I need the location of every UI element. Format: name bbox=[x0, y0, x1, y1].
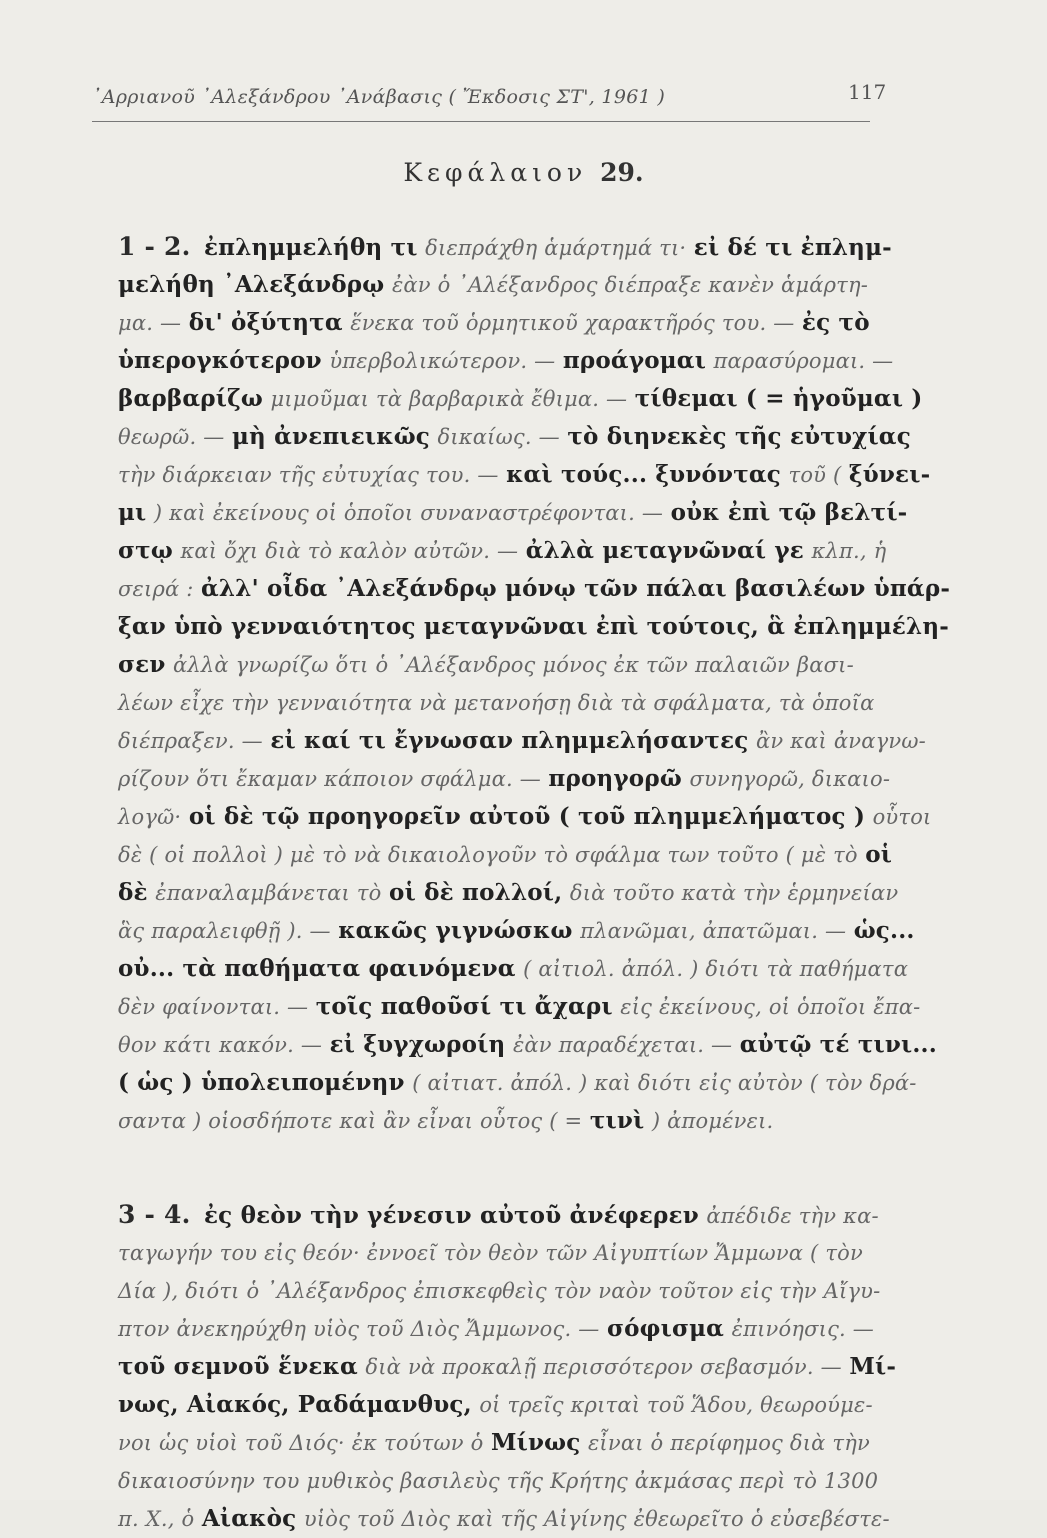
lemma: ἐπλημμελήθη τι bbox=[204, 234, 418, 261]
gloss: δὲν φαίνονται. — bbox=[118, 995, 309, 1019]
gloss: ἐπινόησις. — bbox=[731, 1317, 874, 1341]
lemma: προηγορῶ bbox=[548, 765, 682, 792]
lemma: προάγομαι bbox=[562, 347, 707, 374]
lemma: βαρβαρίζω bbox=[118, 385, 263, 412]
text-line bbox=[118, 456, 931, 494]
lemma: οἱ δὲ πολλοί, bbox=[389, 879, 563, 906]
text-line bbox=[118, 380, 923, 418]
page-number: 117 bbox=[848, 80, 887, 104]
lemma: ἐς τὸ bbox=[801, 309, 870, 336]
gloss: Δία ), διότι ὁ ᾿Αλέξανδρος ἐπισκεφθεὶς τὸν ναὸν τοῦτον εἰς τὴν Αἴγυ- bbox=[118, 1279, 881, 1303]
lemma: κακῶς γιγνώσκω bbox=[338, 917, 573, 944]
lemma: σόφισμα bbox=[606, 1315, 725, 1342]
commentary-text bbox=[118, 228, 951, 1538]
section-number: 1 - 2. bbox=[118, 232, 191, 261]
chapter-number: 29. bbox=[600, 158, 644, 187]
lemma: μελήθη ᾿Αλεξάνδρῳ bbox=[118, 271, 385, 298]
text-line bbox=[118, 1310, 918, 1348]
lemma: ἀλλὰ μεταγνῶναί γε bbox=[525, 537, 804, 564]
lemma: οἱ δὲ τῷ προηγορεῖν αὐτοῦ ( τοῦ πλημμελήματος ) bbox=[188, 803, 866, 830]
lemma: εἰ καί τι ἔγνωσαν πλημμελήσαντες bbox=[270, 727, 749, 754]
lemma: σεν bbox=[118, 651, 166, 678]
lemma: μι bbox=[118, 499, 147, 526]
gloss: εἶναι ὁ περίφημος διὰ τὴν bbox=[587, 1431, 870, 1455]
gloss: παρασύρομαι. — bbox=[713, 349, 894, 373]
lemma: καὶ τούς... ξυνόντας bbox=[506, 461, 781, 488]
text-line bbox=[118, 608, 950, 646]
text-line bbox=[118, 1196, 918, 1234]
gloss: ἃς παραλειφθῇ ). — bbox=[118, 919, 331, 943]
gloss: ἐὰν ὁ ᾿Αλέξανδρος διέπραξε κανὲν ἁμάρτη- bbox=[391, 273, 869, 297]
text-line bbox=[118, 266, 918, 304]
gloss: διὰ νὰ προκαλῇ περισσότερον σεβασμόν. — bbox=[365, 1355, 842, 1379]
gloss: ἐπαναλαμβάνεται τὸ bbox=[155, 881, 382, 905]
gloss: ρίζουν ὅτι ἔκαμαν κάποιον σφάλμα. — bbox=[118, 767, 541, 791]
gloss: ( αἰτιατ. ἀπόλ. ) καὶ διότι εἰς αὐτὸν ( τὸν δρά- bbox=[412, 1071, 917, 1095]
text-line bbox=[118, 1348, 918, 1386]
gloss: θον κάτι κακόν. — bbox=[118, 1033, 323, 1057]
text-line bbox=[118, 1386, 918, 1424]
lemma: Μίνως bbox=[490, 1429, 581, 1456]
gloss: ) καὶ ἐκείνους οἱ ὁποῖοι συναναστρέφονται. — bbox=[153, 501, 664, 525]
text-line bbox=[118, 646, 918, 684]
lemma: Αἰακὸς bbox=[201, 1505, 297, 1532]
gloss: δὲ ( οἱ πολλοὶ ) μὲ τὸ νὰ δικαιολογοῦν τὸ σφάλμα των τοῦτο ( μὲ τὸ bbox=[118, 843, 858, 867]
text-line bbox=[118, 912, 918, 950]
text-line bbox=[118, 228, 918, 266]
gloss: διὰ τοῦτο κατὰ τὴν ἑρμηνείαν bbox=[569, 881, 899, 905]
text-line bbox=[118, 874, 918, 912]
lemma: οὐκ ἐπὶ τῷ βελτί- bbox=[670, 499, 908, 526]
lemma: τὸ διηνεκὲς τῆς εὐτυχίας bbox=[567, 423, 911, 450]
text-line bbox=[118, 760, 918, 798]
text-line bbox=[118, 570, 951, 608]
header-rule bbox=[92, 121, 870, 122]
gloss: κλπ., ἡ bbox=[811, 539, 887, 563]
lemma: ξύνει- bbox=[848, 461, 931, 488]
lemma: Μί- bbox=[849, 1353, 897, 1380]
lemma: μὴ ἀνεπιεικῶς bbox=[231, 423, 431, 450]
gloss: νοι ὡς υἱοὶ τοῦ Διός· ἐκ τούτων ὁ bbox=[118, 1431, 484, 1455]
text-line bbox=[118, 988, 921, 1026]
gloss: συνηγορῶ, δικαιο- bbox=[689, 767, 891, 791]
text-line bbox=[118, 836, 918, 874]
gloss: λογῶ· bbox=[118, 805, 182, 829]
gloss: ὑπερβολικώτερον. — bbox=[329, 349, 556, 373]
gloss: θεωρῶ. — bbox=[118, 425, 225, 449]
gloss: εἰς ἐκείνους, οἱ ὁποῖοι ἔπα- bbox=[620, 995, 921, 1019]
gloss: πλανῶμαι, ἀπατῶμαι. — bbox=[580, 919, 847, 943]
running-title: ᾿Αρριανοῦ ᾿Αλεξάνδρου ᾿Ανάβασις ( Ἔκδοσις ΣΤ', 1961 ) bbox=[92, 86, 666, 108]
paragraph-gap bbox=[118, 1140, 918, 1196]
gloss: ἂν καὶ ἀναγνω- bbox=[755, 729, 926, 753]
gloss: διεπράχθη ἁμάρτημά τι· bbox=[425, 236, 687, 260]
gloss: π. Χ., ὁ bbox=[118, 1507, 195, 1531]
text-line bbox=[118, 418, 918, 456]
gloss: ταγωγήν του εἰς θεόν· ἐννοεῖ τὸν θεὸν τῶν Αἰγυπτίων Ἄμμωνα ( τὸν bbox=[118, 1241, 863, 1265]
text-line bbox=[118, 304, 918, 342]
gloss: λέων εἶχε τὴν γενναιότητα νὰ μετανοήσῃ διὰ τὰ σφάλματα, τὰ ὁποῖα bbox=[118, 691, 875, 715]
text-line bbox=[118, 684, 918, 722]
gloss: τοῦ ( bbox=[788, 463, 842, 487]
text-line bbox=[118, 1064, 918, 1102]
gloss: μιμοῦμαι τὰ βαρβαρικὰ ἔθιμα. — bbox=[270, 387, 628, 411]
lemma: εἰ δέ τι ἐπλημ- bbox=[693, 234, 892, 261]
text-line bbox=[118, 950, 918, 988]
text-line bbox=[118, 798, 932, 836]
gloss: υἱὸς τοῦ Διὸς καὶ τῆς Αἰγίνης ἐθεωρεῖτο ὁ εὐσεβέστε- bbox=[303, 1507, 890, 1531]
lemma: ( ὡς ) ὑπολειπομένην bbox=[118, 1069, 405, 1096]
gloss: καὶ ὄχι διὰ τὸ καλὸν αὐτῶν. — bbox=[180, 539, 519, 563]
gloss: ἐὰν παραδέχεται. — bbox=[512, 1033, 733, 1057]
lemma: τινὶ bbox=[589, 1107, 645, 1134]
lemma: τοῦ σεμνοῦ ἕνεκα bbox=[118, 1353, 358, 1380]
gloss: ) ἀπομένει. bbox=[651, 1109, 774, 1133]
gloss: τὴν διάρκειαν τῆς εὐτυχίας του. — bbox=[118, 463, 499, 487]
text-line bbox=[118, 1462, 918, 1500]
lemma: ξαν ὑπὸ γενναιότητος μεταγνῶναι ἐπὶ τούτοις, ἃ ἐπλημμέλη- bbox=[118, 613, 950, 640]
text-line bbox=[118, 1102, 918, 1140]
lemma: τοῖς παθοῦσί τι ἄχαρι bbox=[315, 993, 613, 1020]
lemma: αὐτῷ τέ τινι... bbox=[739, 1031, 937, 1058]
gloss: ( αἰτιολ. ἀπόλ. ) διότι τὰ παθήματα bbox=[523, 957, 909, 981]
lemma: ὑπερογκότερον bbox=[118, 347, 322, 374]
gloss: δικαιοσύνην του μυθικὸς βασιλεὺς τῆς Κρήτης ἀκμάσας περὶ τὸ 1300 bbox=[118, 1469, 879, 1493]
lemma: ἐς θεὸν τὴν γένεσιν αὐτοῦ ἀνέφερεν bbox=[204, 1202, 699, 1229]
lemma: νως, Αἰακός, Ραδάμανθυς, bbox=[118, 1391, 472, 1418]
lemma: ἀλλ' οἶδα ᾿Αλεξάνδρῳ μόνῳ τῶν πάλαι βασιλέων ὑπάρ- bbox=[201, 575, 951, 602]
gloss: οἱ τρεῖς κριταὶ τοῦ Ἅδου, θεωρούμε- bbox=[479, 1393, 873, 1417]
text-line bbox=[118, 1234, 918, 1272]
gloss: σαντα ) οἱοσδήποτε καὶ ἂν εἶναι οὗτος ( = bbox=[118, 1109, 583, 1133]
text-line bbox=[118, 532, 918, 570]
gloss: διέπραξεν. — bbox=[118, 729, 263, 753]
gloss: μα. — bbox=[118, 311, 182, 335]
gloss: πτον ἀνεκηρύχθη υἱὸς τοῦ Διὸς Ἄμμωνος. — bbox=[118, 1317, 600, 1341]
gloss: ἕνεκα τοῦ ὁρμητικοῦ χαρακτῆρός του. — bbox=[350, 311, 795, 335]
chapter-heading bbox=[0, 158, 1047, 187]
text-line bbox=[118, 1026, 937, 1064]
lemma: στῳ bbox=[118, 537, 173, 564]
text-line bbox=[118, 494, 918, 532]
lemma: ὡς... bbox=[853, 917, 915, 944]
gloss: ἀλλὰ γνωρίζω ὅτι ὁ ᾿Αλέξανδρος μόνος ἐκ τῶν παλαιῶν βασι- bbox=[173, 653, 854, 677]
lemma: οὐ... τὰ παθήματα φαινόμενα bbox=[118, 955, 516, 982]
lemma: δὲ bbox=[118, 879, 148, 906]
text-line bbox=[118, 1272, 918, 1310]
text-line bbox=[118, 342, 918, 380]
text-line bbox=[118, 722, 926, 760]
lemma: οἱ bbox=[865, 841, 893, 868]
gloss: ἀπέδιδε τὴν κα- bbox=[706, 1204, 879, 1228]
lemma: εἰ ξυγχωροίη bbox=[329, 1031, 506, 1058]
lemma: τίθεμαι ( = ἡγοῦμαι ) bbox=[634, 385, 923, 412]
section-number: 3 - 4. bbox=[118, 1200, 191, 1229]
chapter-label: Κεφάλαιον bbox=[403, 158, 588, 187]
lemma: δι' ὀξύτητα bbox=[188, 309, 343, 336]
gloss: οὗτοι bbox=[872, 805, 932, 829]
text-line bbox=[118, 1424, 918, 1462]
gloss: δικαίως. — bbox=[437, 425, 560, 449]
text-line bbox=[118, 1500, 918, 1538]
gloss: σειρά : bbox=[118, 577, 194, 601]
